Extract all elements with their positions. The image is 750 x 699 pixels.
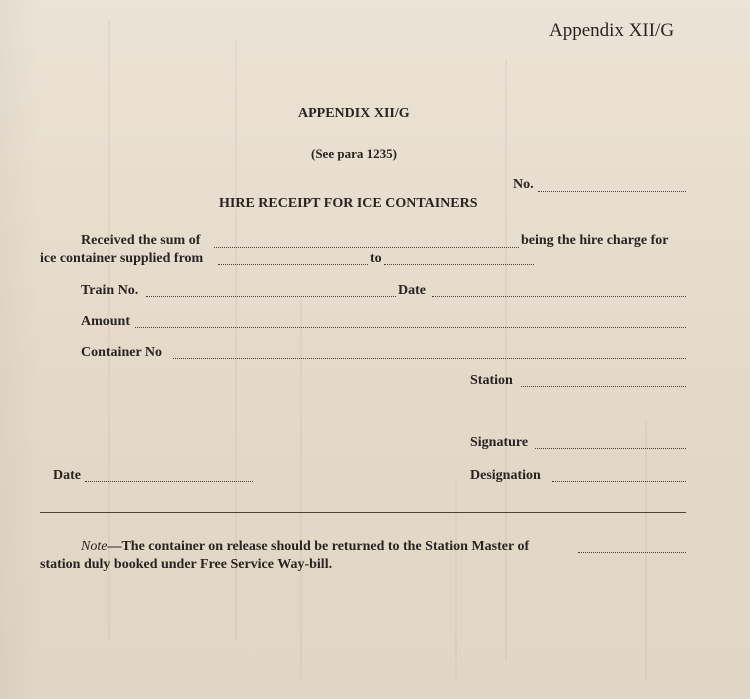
bottom-date-field xyxy=(85,481,253,482)
designation-field xyxy=(552,481,686,482)
date-label: Date xyxy=(398,283,426,298)
number-field xyxy=(538,191,686,192)
from-field xyxy=(218,264,368,265)
station-master-field xyxy=(578,552,686,553)
station-label: Station xyxy=(470,373,513,388)
appendix-title: APPENDIX XII/G xyxy=(298,106,410,121)
signature-label: Signature xyxy=(470,435,529,450)
container-no-label: Container No xyxy=(81,345,163,360)
note-line-1 xyxy=(81,539,529,555)
bottom-date-label: Date xyxy=(53,468,81,483)
sum-field xyxy=(214,247,519,248)
signature-field xyxy=(535,448,686,449)
number-label: No. xyxy=(513,177,534,192)
received-text: Received the sum of xyxy=(81,233,201,248)
note-label: Note xyxy=(81,539,108,554)
receipt-title: HIRE RECEIPT FOR ICE CONTAINERS xyxy=(219,196,478,211)
note-text: —The container on release should be returned to the Station Master of xyxy=(107,539,530,554)
container-no-field xyxy=(173,358,686,359)
to-field xyxy=(384,264,534,265)
being-text: being the hire charge for xyxy=(521,233,669,248)
separator-line xyxy=(40,512,686,513)
train-no-label: Train No. xyxy=(81,283,139,298)
station-field xyxy=(521,386,686,387)
header-right: Appendix XII/G xyxy=(549,20,675,41)
ice-from-text: ice container supplied from xyxy=(40,251,204,266)
designation-label: Designation xyxy=(470,468,541,483)
note-line-2: station duly booked under Free Service Way-bill. xyxy=(40,557,333,572)
see-para: (See para 1235) xyxy=(311,146,397,161)
date-field xyxy=(432,296,686,297)
train-no-field xyxy=(146,296,396,297)
amount-field xyxy=(135,327,686,328)
to-text: to xyxy=(370,251,382,266)
amount-label: Amount xyxy=(81,314,131,329)
